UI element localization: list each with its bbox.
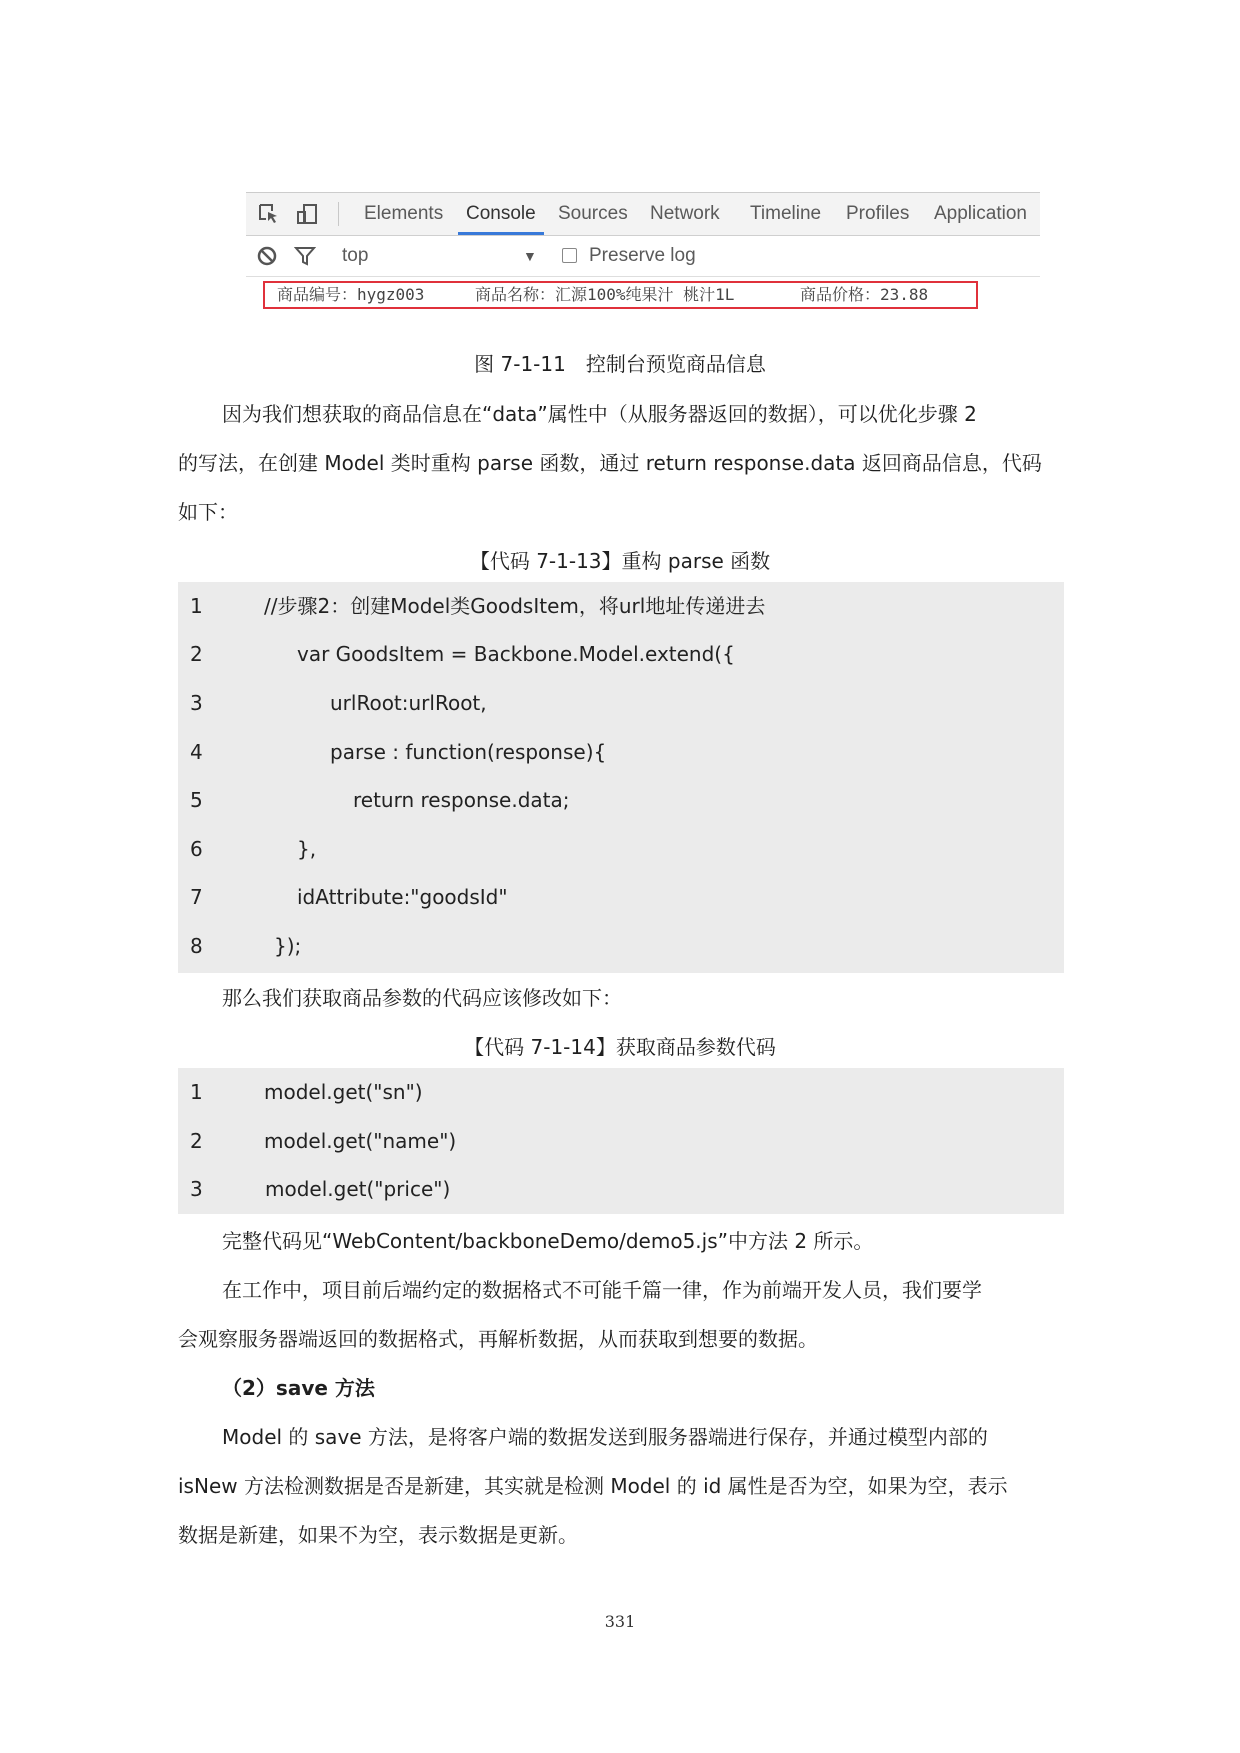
line-number: 4 bbox=[190, 740, 203, 764]
tab-application[interactable]: Application bbox=[934, 203, 1027, 224]
line-number: 1 bbox=[190, 594, 203, 618]
paragraph-line: Model 的 save 方法，是将客户端的数据发送到服务器端进行保存，并通过模型内部的 bbox=[222, 1425, 988, 1449]
line-number: 3 bbox=[190, 1177, 203, 1201]
paragraph-line: 在工作中，项目前后端约定的数据格式不可能千篇一律，作为前端开发人员，我们要学 bbox=[222, 1278, 982, 1302]
paragraph-line: 的写法，在创建 Model 类时重构 parse 函数，通过 return response.data 返回商品信息，代码 bbox=[178, 451, 1042, 475]
code-line bbox=[178, 1117, 1064, 1165]
paragraph-line: 会观察服务器端返回的数据格式，再解析数据，从而获取到想要的数据。 bbox=[178, 1327, 818, 1351]
code-text: return response.data; bbox=[353, 788, 570, 812]
paragraph-line: 如下： bbox=[178, 500, 238, 524]
tab-elements[interactable]: Elements bbox=[364, 203, 444, 224]
line-number: 5 bbox=[190, 788, 203, 812]
code-text: model.get("sn") bbox=[264, 1080, 423, 1104]
code-text: }); bbox=[274, 934, 302, 958]
section-heading: （2）save 方法 bbox=[222, 1376, 375, 1400]
code-text: //步骤2：创建Model类GoodsItem，将url地址传递进去 bbox=[264, 594, 766, 618]
devtools-tab-bar bbox=[246, 193, 1040, 236]
line-number: 8 bbox=[190, 934, 203, 958]
paragraph-line: 那么我们获取商品参数的代码应该修改如下： bbox=[222, 986, 622, 1010]
code-line bbox=[178, 582, 1064, 630]
code-text: urlRoot:urlRoot, bbox=[330, 691, 487, 715]
paragraph-line: 因为我们想获取的商品信息在“data”属性中（从服务器返回的数据），可以优化步骤 2 bbox=[222, 402, 977, 426]
product-id-output: 商品编号：hygz003 bbox=[277, 285, 425, 304]
line-number: 1 bbox=[190, 1080, 203, 1104]
inspect-element-icon[interactable] bbox=[258, 203, 280, 225]
tab-sources[interactable]: Sources bbox=[558, 203, 628, 224]
code-text: model.get("price") bbox=[265, 1177, 451, 1201]
console-toolbar bbox=[246, 236, 1040, 277]
code-text: }, bbox=[297, 837, 317, 861]
paragraph-line: 完整代码见“WebContent/backboneDemo/demo5.js”中方法 2 所示。 bbox=[222, 1229, 874, 1253]
code-line bbox=[178, 873, 1064, 921]
line-number: 6 bbox=[190, 837, 203, 861]
code-line bbox=[178, 679, 1064, 727]
code-line bbox=[178, 728, 1064, 776]
code-block bbox=[178, 582, 1064, 973]
code-text: parse : function(response){ bbox=[330, 740, 607, 764]
line-number: 2 bbox=[190, 1129, 203, 1153]
toolbar-divider bbox=[338, 202, 339, 226]
tab-profiles[interactable]: Profiles bbox=[846, 203, 910, 224]
code-text: idAttribute:"goodsId" bbox=[297, 885, 508, 909]
context-dropdown-icon[interactable]: ▼ bbox=[523, 248, 537, 264]
code-line bbox=[178, 825, 1064, 873]
code-line bbox=[178, 1068, 1064, 1116]
tab-timeline[interactable]: Timeline bbox=[750, 203, 822, 224]
code-title: 【代码 7-1-13】重构 parse 函数 bbox=[469, 549, 771, 573]
device-toggle-icon[interactable] bbox=[296, 203, 318, 225]
context-selector[interactable]: top bbox=[342, 245, 369, 266]
code-line bbox=[178, 630, 1064, 678]
page-number: 331 bbox=[604, 1612, 636, 1631]
code-title: 【代码 7-1-14】获取商品参数代码 bbox=[464, 1035, 776, 1059]
console-output-line bbox=[263, 281, 978, 309]
code-text: model.get("name") bbox=[264, 1129, 457, 1153]
code-line bbox=[178, 776, 1064, 824]
paragraph-line: 数据是新建，如果不为空，表示数据是更新。 bbox=[178, 1523, 578, 1547]
tab-console[interactable]: Console bbox=[466, 203, 536, 224]
code-line bbox=[178, 922, 1064, 970]
product-name-output: 商品名称：汇源100%纯果汁 桃汁1L bbox=[475, 285, 735, 304]
line-number: 7 bbox=[190, 885, 203, 909]
preserve-log-label: Preserve log bbox=[589, 245, 696, 266]
code-line bbox=[178, 1165, 1064, 1213]
preserve-log-checkbox[interactable] bbox=[562, 248, 577, 263]
active-tab-indicator bbox=[458, 232, 544, 235]
filter-icon[interactable] bbox=[294, 245, 316, 267]
line-number: 2 bbox=[190, 642, 203, 666]
product-price-output: 商品价格：23.88 bbox=[800, 285, 929, 304]
code-text: var GoodsItem = Backbone.Model.extend({ bbox=[297, 642, 735, 666]
line-number: 3 bbox=[190, 691, 203, 715]
devtools-screenshot bbox=[246, 192, 1040, 313]
clear-console-icon[interactable] bbox=[256, 245, 278, 267]
tab-network[interactable]: Network bbox=[650, 203, 720, 224]
figure-caption: 图 7-1-11 控制台预览商品信息 bbox=[474, 352, 766, 376]
paragraph-line: isNew 方法检测数据是否是新建，其实就是检测 Model 的 id 属性是否为空，如果为空，表示 bbox=[178, 1474, 1008, 1498]
code-block bbox=[178, 1068, 1064, 1214]
